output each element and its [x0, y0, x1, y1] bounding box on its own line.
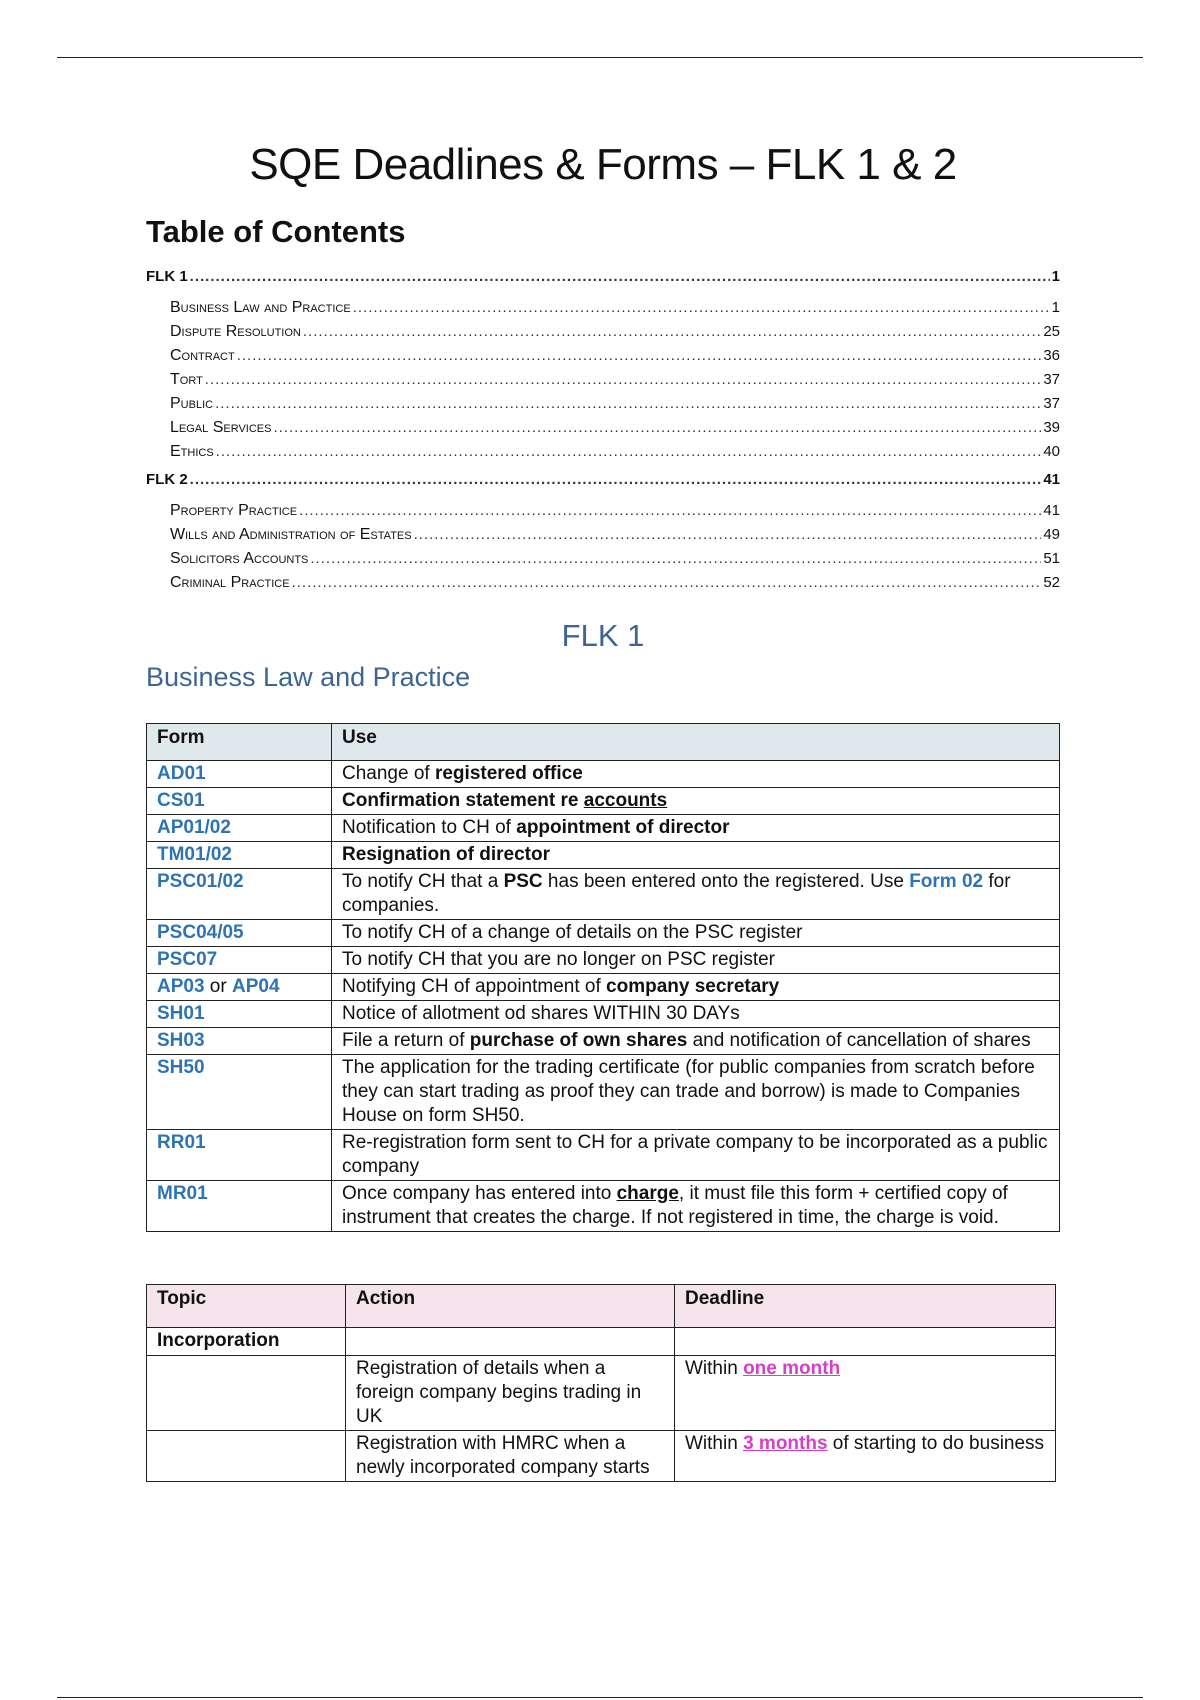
form-use-text: Re-registration form sent to CH for a private company to be incorporated as a public company [342, 1132, 1048, 1177]
toc-entry-page: 51 [1043, 550, 1060, 567]
form-use-link-text: Form 02 [909, 871, 984, 892]
table-row [147, 1001, 1060, 1028]
toc-entry-label: FLK 1 [146, 268, 188, 285]
deadline-highlight-text: 3 months [743, 1433, 828, 1454]
toc-entry [146, 347, 1060, 365]
deadline-highlight-text: one month [743, 1358, 841, 1379]
table-of-contents [146, 268, 1060, 592]
toc-entry-page: 25 [1043, 323, 1060, 340]
form-code-cell [147, 1001, 332, 1028]
table-row [147, 1181, 1060, 1232]
form-code-cell [147, 1028, 332, 1055]
toc-dot-leader [237, 347, 1042, 364]
form-use-bold-text: appointment of director [516, 817, 730, 838]
form-code-cell [147, 974, 332, 1001]
form-use-text: Change of [342, 763, 435, 784]
form-use-text: File a return of [342, 1030, 470, 1051]
form-use-text: for companies. [342, 871, 1011, 916]
table-row [147, 920, 1060, 947]
form-code: MR01 [157, 1183, 208, 1204]
toc-entry-label: Solicitors Accounts [170, 550, 309, 567]
form-use-cell [332, 761, 1060, 788]
toc-entry-label: Property Practice [170, 502, 298, 519]
form-code-cell [147, 761, 332, 788]
toc-entry [146, 550, 1060, 568]
toc-dot-leader [216, 443, 1042, 460]
deadline-action-cell: Registration of details when a foreign company begins trading in UK [346, 1356, 675, 1431]
deadline-value-cell [675, 1431, 1056, 1482]
form-use-cell [332, 815, 1060, 842]
form-code-cell [147, 815, 332, 842]
toc-entry-page: 37 [1043, 371, 1060, 388]
deadline-topic-cell [147, 1431, 346, 1482]
deadlines-header-topic: Topic [147, 1285, 346, 1328]
form-code-cell [147, 842, 332, 869]
form-code-cell [147, 947, 332, 974]
toc-dot-leader [292, 574, 1042, 591]
form-use-cell [332, 947, 1060, 974]
toc-dot-leader [190, 268, 1050, 285]
toc-entry-page: 36 [1043, 347, 1060, 364]
form-use-bold-text: company secretary [606, 976, 780, 997]
table-row [147, 869, 1060, 920]
form-use-text: To notify CH that a [342, 871, 504, 892]
form-code: PSC01/02 [157, 871, 244, 892]
form-use-text: Notification to CH of [342, 817, 517, 838]
toc-dot-leader [205, 371, 1042, 388]
toc-entry-label: Ethics [170, 443, 214, 460]
top-rule [57, 57, 1143, 58]
deadline-value-cell [675, 1356, 1056, 1431]
flk1-heading: FLK 1 [561, 618, 645, 653]
form-use-text: Notifying CH of appointment of [342, 976, 607, 997]
form-use-bold-text: purchase of own shares [469, 1030, 688, 1051]
form-use-cell [332, 1181, 1060, 1232]
table-row [147, 1130, 1060, 1181]
table-row [147, 842, 1060, 869]
toc-dot-leader [273, 419, 1041, 436]
table-row [147, 1356, 1056, 1431]
toc-dot-leader [310, 550, 1041, 567]
toc-entry-label: Tort [170, 371, 203, 388]
table-row [147, 947, 1060, 974]
deadline-action-cell: Registration with HMRC when a newly incorporated company starts [346, 1431, 675, 1482]
form-code-cell [147, 1055, 332, 1130]
table-row [147, 1431, 1056, 1482]
toc-entry [146, 419, 1060, 437]
toc-dot-leader [299, 502, 1041, 519]
toc-dot-leader [303, 323, 1041, 340]
toc-entry-label: Legal Services [170, 419, 272, 436]
toc-dot-leader [353, 299, 1050, 316]
toc-entry [146, 268, 1060, 285]
toc-entry-page: 40 [1043, 443, 1060, 460]
form-code-cell [147, 788, 332, 815]
form-use-bold-underline-text: accounts [583, 790, 668, 811]
form-use-text: has been entered onto the registered. Use [542, 871, 910, 892]
toc-entry [146, 502, 1060, 520]
deadline-text: of starting to do business [827, 1433, 1045, 1454]
form-code: AP03 [157, 976, 205, 997]
form-use-cell [332, 788, 1060, 815]
form-code: AP04 [231, 976, 280, 997]
toc-dot-leader [215, 395, 1041, 412]
form-use-text: The application for the trading certificate (for public companies from scratch before they can start trading as proof they can trade and borrow) is made to Companies House on form SH50. [342, 1057, 1035, 1126]
deadline-topic-cell [147, 1356, 346, 1431]
table-row [147, 1055, 1060, 1130]
toc-entry-page: 41 [1043, 502, 1060, 519]
document-title: SQE Deadlines & Forms – FLK 1 & 2 [249, 140, 957, 189]
toc-entry [146, 395, 1060, 413]
form-use-text: To notify CH of a change of details on the PSC register [342, 922, 803, 943]
deadline-action-cell [346, 1328, 675, 1356]
business-law-heading: Business Law and Practice [146, 662, 471, 692]
table-row [147, 788, 1060, 815]
deadlines-header-row [147, 1285, 1056, 1328]
form-use-bold-text: Resignation of director [342, 844, 550, 865]
toc-entry [146, 371, 1060, 389]
toc-entry-page: 1 [1051, 268, 1060, 285]
deadline-topic-cell: Incorporation [147, 1328, 346, 1356]
table-row [147, 1028, 1060, 1055]
form-code: PSC04/05 [157, 922, 244, 943]
toc-entry-label: Criminal Practice [170, 574, 290, 591]
toc-entry-label: Wills and Administration of Estates [170, 526, 412, 543]
form-code-cell [147, 869, 332, 920]
forms-header-row [147, 724, 1060, 761]
deadline-text: Within [685, 1358, 744, 1379]
deadline-text: Within [685, 1433, 744, 1454]
deadlines-header-deadline: Deadline [675, 1285, 1056, 1328]
toc-entry [146, 471, 1060, 488]
toc-entry-page: 41 [1043, 471, 1060, 488]
form-use-bold-text: registered office [434, 763, 583, 784]
form-code: SH03 [157, 1030, 205, 1051]
form-use-text: Once company has entered into [342, 1183, 617, 1204]
form-use-text: To notify CH that you are no longer on PSC register [342, 949, 776, 970]
toc-entry [146, 443, 1060, 461]
form-use-cell [332, 974, 1060, 1001]
toc-entry-label: Dispute Resolution [170, 323, 301, 340]
form-use-cell [332, 1130, 1060, 1181]
form-use-bold-underline-text: charge [616, 1183, 679, 1204]
form-use-cell [332, 842, 1060, 869]
toc-entry [146, 323, 1060, 341]
form-code: AP01/02 [157, 817, 231, 838]
bottom-rule [57, 1697, 1143, 1698]
form-use-cell [332, 1001, 1060, 1028]
document-page [146, 140, 1060, 1482]
form-use-cell [332, 1055, 1060, 1130]
form-code-cell [147, 1181, 332, 1232]
toc-entry [146, 526, 1060, 544]
toc-entry-page: 52 [1043, 574, 1060, 591]
form-use-bold-text: PSC [503, 871, 543, 892]
table-row [147, 974, 1060, 1001]
form-use-cell [332, 1028, 1060, 1055]
form-code: TM01/02 [157, 844, 232, 865]
form-code: SH01 [157, 1003, 205, 1024]
toc-entry-label: Contract [170, 347, 235, 364]
table-row [147, 815, 1060, 842]
toc-entry-label: FLK 2 [146, 471, 188, 488]
form-code: AD01 [157, 763, 206, 784]
form-use-cell [332, 869, 1060, 920]
form-use-bold-text: Confirmation statement re [342, 790, 584, 811]
table-row [147, 761, 1060, 788]
table-row [147, 1328, 1056, 1356]
form-use-text: Notice of allotment od shares WITHIN 30 DAYs [342, 1003, 740, 1024]
toc-entry-page: 37 [1043, 395, 1060, 412]
form-code: CS01 [157, 790, 205, 811]
toc-entry-page: 1 [1051, 299, 1060, 316]
toc-entry-page: 49 [1043, 526, 1060, 543]
forms-header-form: Form [147, 724, 332, 761]
form-code-cell [147, 1130, 332, 1181]
form-code: SH50 [157, 1057, 205, 1078]
form-use-text: and notification of cancellation of shares [687, 1030, 1031, 1051]
forms-table [146, 723, 1060, 1232]
toc-entry-label: Business Law and Practice [170, 299, 351, 316]
toc-entry-page: 39 [1043, 419, 1060, 436]
toc-heading: Table of Contents [146, 214, 406, 249]
deadline-value-cell [675, 1328, 1056, 1356]
form-use-cell [332, 920, 1060, 947]
deadlines-header-action: Action [346, 1285, 675, 1328]
deadlines-table [146, 1284, 1056, 1482]
toc-dot-leader [190, 471, 1042, 488]
toc-dot-leader [414, 526, 1042, 543]
form-code: RR01 [157, 1132, 206, 1153]
form-code: PSC07 [157, 949, 218, 970]
form-code-cell [147, 920, 332, 947]
toc-entry-label: Public [170, 395, 214, 412]
forms-header-use: Use [332, 724, 1060, 761]
toc-entry [146, 299, 1060, 317]
form-code-separator: or [204, 976, 232, 997]
form-use-text: , it must file this form + certified copy of instrument that creates the charge. If not registered in time, the charge is void. [342, 1183, 1008, 1228]
toc-entry [146, 574, 1060, 592]
